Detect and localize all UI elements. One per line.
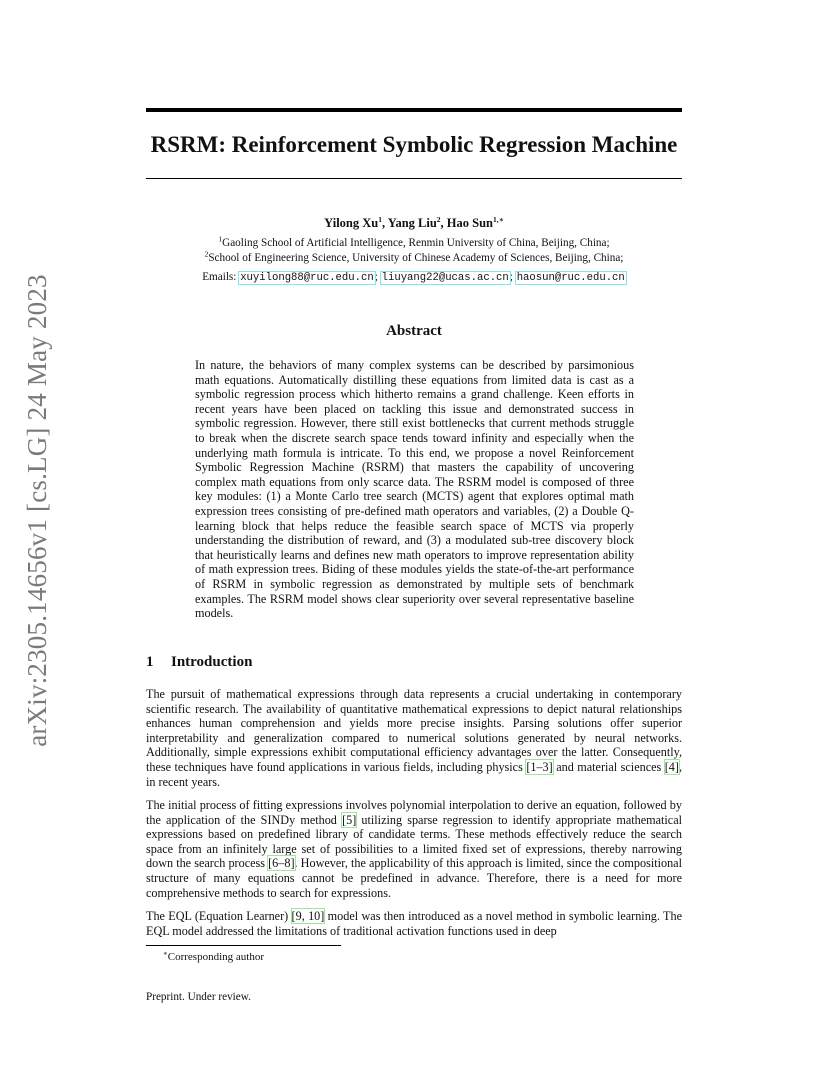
citation-link[interactable]: [5] xyxy=(342,812,357,827)
paragraph-text: The EQL (Equation Learner) xyxy=(146,909,292,923)
affiliation-text: Gaoling School of Artificial Intelligence, Renmin University of China, Beijing, China; xyxy=(222,237,610,249)
affiliation-text: School of Engineering Science, University of Chinese Academy of Sciences, Beijing, China; xyxy=(208,252,624,264)
author-affil-mark: 2 xyxy=(436,214,441,224)
intro-paragraph-3 xyxy=(146,909,682,938)
author-name: Yilong Xu xyxy=(324,216,379,230)
footnote-text: Corresponding author xyxy=(167,951,264,963)
affiliation-mark: 1 xyxy=(218,234,223,244)
paragraph-text: The pursuit of mathematical expressions through data represents a crucial undertaking in contemporary scientific research. The availability of quantitative mathematical expressions to depict natural relationships enhances human comprehension and yields more precise insights. Parsing solutions offer superior interpretability and generalization compared to numerical solutions generated by neural networks. Additionally, simple expressions exhibit computational efficiency advantages over the latter. Consequently, these techniques have found applications in various fields, including physics xyxy=(146,687,682,774)
email-link-liu[interactable]: liuyang22@ucas.ac.cn xyxy=(381,272,509,284)
paragraph-text: and material sciences xyxy=(552,759,665,774)
author-name: Hao Sun xyxy=(446,216,493,230)
paragraph-text: , in recent years. xyxy=(146,759,683,789)
section-title: Introduction xyxy=(171,654,253,670)
intro-paragraph-1 xyxy=(146,687,682,789)
author-list: Yilong Xu$^1$, Yang Liu$^2$, Hao Sun$^{1,∗}$ xyxy=(324,214,504,230)
author-affil-mark: 1,∗ xyxy=(493,214,504,224)
paper-title: RSRM: Reinforcement Symbolic Regression Machine xyxy=(150,132,678,157)
citation-link[interactable]: [9, 10] xyxy=(291,909,325,923)
email-link-xu[interactable]: xuyilong88@ruc.edu.cn xyxy=(240,272,374,284)
email-line: Emails: xuyilong88@ruc.edu.cn; liuyang22@ucas.ac.cn; haosun@ruc.edu.cn xyxy=(202,271,625,284)
arxiv-identifier-text: arXiv:2305.14656v1 [cs.LG] 24 May 2023 xyxy=(21,273,52,747)
paragraph-text: The initial process of fitting expressions involves polynomial interpolation to derive an equation, followed by the application of the SINDy method xyxy=(146,798,682,827)
abstract-body: In nature, the behaviors of many complex systems can be described by parsimonious math equations. Automatically distilling these equations from limited data is cast as a symbolic regression process which hitherto remains a grand challenge. Keen efforts in recent years have been placed on tackling this issue and demonstrated success in symbolic regression. However, there still exist bottlenecks that current methods struggle to break when the discrete search space tends toward infinity and especially when the underlying math formula is intricate. To this end, we propose a novel Reinforcement Symbolic Regression Machine (RSRM) that masters the capability of uncovering complex math equations from only scarce data. The RSRM model is composed of three key modules: (1) a Monte Carlo tree search (MCTS) agent that explores optimal math expression trees consisting of pre-defined math operators and variables, (2) a Double Q-learning block that helps reduce the feasible search space of MCTS via properly understanding the distribution of reward, and (3) a modulated sub-tree discovery block that heuristically learns and defines new math operators to improve representation ability of math expression trees. Biding of these modules yields the state-of-the-art performance of RSRM in symbolic regression as demonstrated by multiple sets of benchmark examples. The RSRM model shows clear superiority over several representative baseline models. xyxy=(195,358,634,621)
citation-link[interactable]: [4] xyxy=(664,759,679,774)
citation-link[interactable]: [1–3] xyxy=(526,759,553,774)
citation-link[interactable]: [6–8] xyxy=(268,856,295,871)
footnote-corresponding-author xyxy=(163,950,264,964)
affiliation-1 xyxy=(146,235,682,251)
section-number: 1 xyxy=(146,654,154,670)
abstract-heading: Abstract xyxy=(386,323,442,339)
title-top-rule xyxy=(146,108,682,112)
preprint-notice: Preprint. Under review. xyxy=(146,991,251,1003)
footnote-mark: ∗ xyxy=(163,949,168,958)
author-affil-mark: 1 xyxy=(378,214,382,224)
author-name: Yang Liu xyxy=(387,216,437,230)
emails-label: Emails: xyxy=(202,271,240,283)
paragraph-text: . However, the applicability of this approach is limited, since the compositional structure of many equations cannot be predefined in advance. Therefore, there is a need for more comprehensive methods to search for expressions. xyxy=(146,856,682,900)
paragraph-text: model was then introduced as a novel method in symbolic learning. The EQL model addressed the limitations of traditional activation functions used in deep xyxy=(146,909,682,938)
affiliation-2 xyxy=(146,250,682,266)
email-link-sun[interactable]: haosun@ruc.edu.cn xyxy=(516,272,625,284)
paragraph-text: utilizing sparse regression to identify appropriate mathematical expressions based on predefined library of candidate terms. These methods effectively reduce the search space from an infinitely large set of possibilities to a limited fixed set of expressions, thereby narrowing down the search process xyxy=(146,812,682,871)
affiliation-mark: 2 xyxy=(204,249,209,259)
title-bottom-rule xyxy=(146,178,682,179)
footnote-rule xyxy=(146,945,341,946)
intro-paragraph-2 xyxy=(146,798,682,900)
section-heading-introduction xyxy=(146,652,682,672)
arxiv-identifier-stamp xyxy=(18,265,56,755)
